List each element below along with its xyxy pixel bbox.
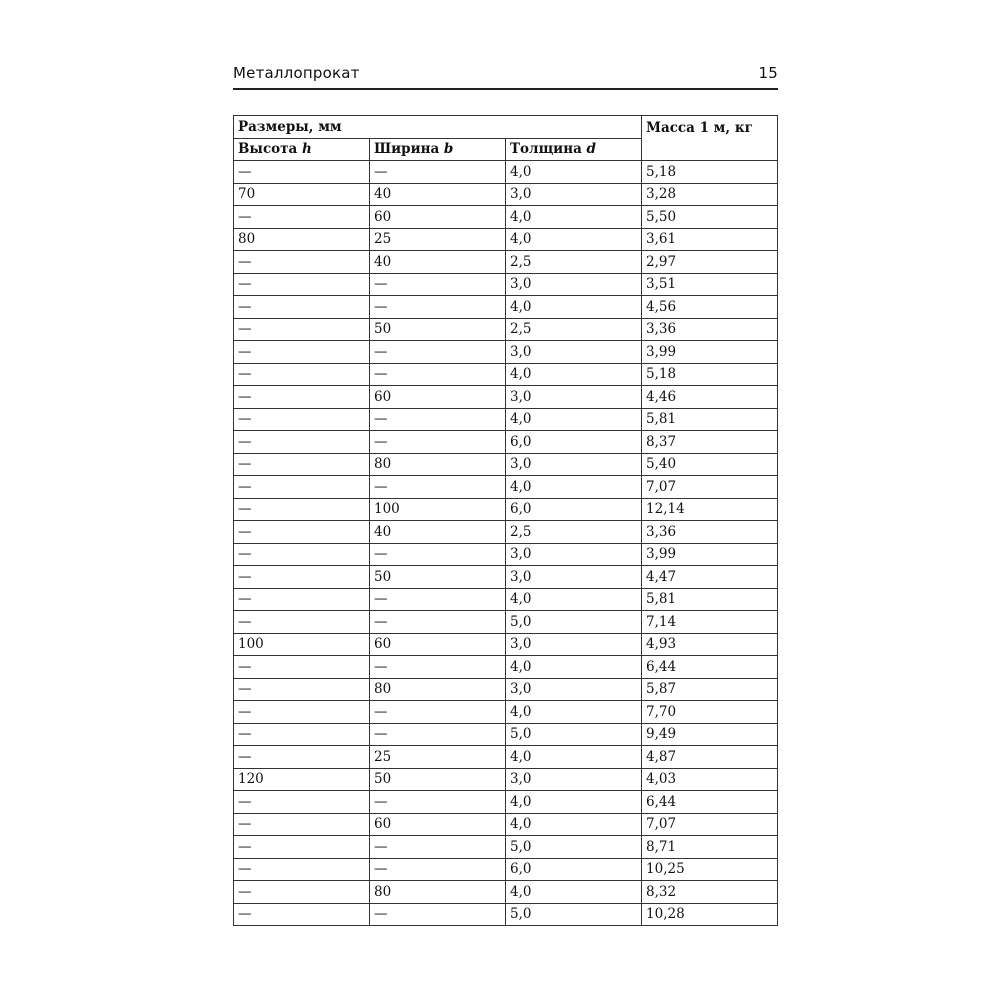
table-row <box>234 588 778 611</box>
cell-height: — <box>234 723 370 746</box>
table-row <box>234 701 778 724</box>
cell-width: 60 <box>370 206 506 229</box>
cell-mass: 3,61 <box>642 228 778 251</box>
cell-height: — <box>234 836 370 859</box>
cell-mass: 4,56 <box>642 296 778 319</box>
header-thickness-var: d <box>586 141 596 158</box>
cell-thickness: 4,0 <box>506 746 642 769</box>
cell-thickness: 3,0 <box>506 678 642 701</box>
cell-width: 50 <box>370 318 506 341</box>
cell-mass: 7,07 <box>642 813 778 836</box>
cell-mass: 6,44 <box>642 656 778 679</box>
cell-height: — <box>234 881 370 904</box>
cell-thickness: 3,0 <box>506 273 642 296</box>
cell-height: — <box>234 318 370 341</box>
cell-width: — <box>370 588 506 611</box>
cell-thickness: 3,0 <box>506 453 642 476</box>
cell-thickness: 4,0 <box>506 656 642 679</box>
cell-mass: 8,32 <box>642 881 778 904</box>
cell-mass: 5,81 <box>642 588 778 611</box>
cell-mass: 4,93 <box>642 633 778 656</box>
table-row <box>234 746 778 769</box>
cell-thickness: 4,0 <box>506 791 642 814</box>
cell-width: — <box>370 611 506 634</box>
cell-width: — <box>370 161 506 184</box>
cell-mass: 3,99 <box>642 543 778 566</box>
cell-width: 80 <box>370 678 506 701</box>
cell-width: 50 <box>370 566 506 589</box>
cell-thickness: 4,0 <box>506 228 642 251</box>
cell-width: 40 <box>370 521 506 544</box>
cell-mass: 8,71 <box>642 836 778 859</box>
cell-width: — <box>370 408 506 431</box>
table-row <box>234 881 778 904</box>
cell-thickness: 4,0 <box>506 408 642 431</box>
table-row <box>234 386 778 409</box>
table-row <box>234 341 778 364</box>
cell-height: — <box>234 408 370 431</box>
cell-height: — <box>234 903 370 926</box>
header-thickness-label: Толщина <box>510 141 587 158</box>
cell-mass: 5,50 <box>642 206 778 229</box>
cell-mass: 8,37 <box>642 431 778 454</box>
cell-thickness: 4,0 <box>506 206 642 229</box>
cell-thickness: 2,5 <box>506 318 642 341</box>
cell-mass: 2,97 <box>642 251 778 274</box>
cell-mass: 5,18 <box>642 161 778 184</box>
cell-width: — <box>370 476 506 499</box>
cell-mass: 6,44 <box>642 791 778 814</box>
table-row <box>234 498 778 521</box>
cell-height: — <box>234 386 370 409</box>
cell-height: — <box>234 746 370 769</box>
cell-mass: 5,40 <box>642 453 778 476</box>
cell-height: — <box>234 296 370 319</box>
cell-width: — <box>370 273 506 296</box>
table-row <box>234 633 778 656</box>
table-row <box>234 768 778 791</box>
cell-height: 120 <box>234 768 370 791</box>
cell-thickness: 6,0 <box>506 431 642 454</box>
table-row <box>234 476 778 499</box>
cell-mass: 3,99 <box>642 341 778 364</box>
cell-width: 25 <box>370 228 506 251</box>
table-row <box>234 363 778 386</box>
cell-mass: 3,51 <box>642 273 778 296</box>
cell-width: 60 <box>370 633 506 656</box>
header-row-group <box>234 116 778 139</box>
cell-thickness: 4,0 <box>506 161 642 184</box>
cell-width: — <box>370 836 506 859</box>
cell-height: — <box>234 206 370 229</box>
cell-height: — <box>234 453 370 476</box>
cell-mass: 3,28 <box>642 183 778 206</box>
cell-width: — <box>370 858 506 881</box>
table-row <box>234 273 778 296</box>
cell-width: 80 <box>370 881 506 904</box>
table-row <box>234 543 778 566</box>
cell-width: — <box>370 296 506 319</box>
cell-mass: 4,47 <box>642 566 778 589</box>
cell-thickness: 2,5 <box>506 521 642 544</box>
cell-height: 100 <box>234 633 370 656</box>
header-mass: Масса 1 м, кг <box>642 116 778 161</box>
cell-thickness: 3,0 <box>506 341 642 364</box>
page-number: 15 <box>758 64 778 82</box>
cell-height: — <box>234 521 370 544</box>
table-row <box>234 408 778 431</box>
cell-mass: 4,03 <box>642 768 778 791</box>
cell-height: — <box>234 161 370 184</box>
table-header <box>234 116 778 161</box>
table-row <box>234 836 778 859</box>
cell-mass: 7,07 <box>642 476 778 499</box>
cell-mass: 10,28 <box>642 903 778 926</box>
running-head <box>233 62 778 90</box>
cell-width: 50 <box>370 768 506 791</box>
cell-thickness: 4,0 <box>506 588 642 611</box>
cell-width: — <box>370 431 506 454</box>
cell-width: 40 <box>370 183 506 206</box>
cell-thickness: 5,0 <box>506 723 642 746</box>
cell-width: — <box>370 903 506 926</box>
cell-height: — <box>234 701 370 724</box>
header-width-var: b <box>443 141 454 158</box>
table-row <box>234 858 778 881</box>
cell-height: — <box>234 431 370 454</box>
table-row <box>234 161 778 184</box>
cell-width: — <box>370 656 506 679</box>
cell-mass: 5,87 <box>642 678 778 701</box>
table-row <box>234 206 778 229</box>
table-row <box>234 318 778 341</box>
cell-width: — <box>370 363 506 386</box>
header-thickness <box>506 138 642 161</box>
cell-width: — <box>370 341 506 364</box>
header-height-var: h <box>301 141 312 158</box>
cell-height: — <box>234 813 370 836</box>
cell-thickness: 3,0 <box>506 768 642 791</box>
cell-thickness: 4,0 <box>506 813 642 836</box>
table-body <box>234 161 778 926</box>
cell-mass: 3,36 <box>642 318 778 341</box>
cell-height: — <box>234 273 370 296</box>
cell-width: 60 <box>370 386 506 409</box>
header-width-label: Ширина <box>374 141 444 158</box>
cell-thickness: 3,0 <box>506 386 642 409</box>
cell-width: 80 <box>370 453 506 476</box>
cell-mass: 9,49 <box>642 723 778 746</box>
table-row <box>234 611 778 634</box>
table-row <box>234 678 778 701</box>
cell-height: — <box>234 678 370 701</box>
header-height <box>234 138 370 161</box>
cell-mass: 5,81 <box>642 408 778 431</box>
cell-mass: 4,46 <box>642 386 778 409</box>
table-row <box>234 183 778 206</box>
cell-mass: 4,87 <box>642 746 778 769</box>
header-width <box>370 138 506 161</box>
cell-height: — <box>234 656 370 679</box>
cell-height: — <box>234 611 370 634</box>
table-row <box>234 813 778 836</box>
table-row <box>234 296 778 319</box>
cell-height: 70 <box>234 183 370 206</box>
cell-height: — <box>234 251 370 274</box>
cell-thickness: 2,5 <box>506 251 642 274</box>
cell-height: — <box>234 791 370 814</box>
cell-height: — <box>234 566 370 589</box>
cell-width: 25 <box>370 746 506 769</box>
cell-thickness: 4,0 <box>506 296 642 319</box>
table-row <box>234 656 778 679</box>
cell-thickness: 5,0 <box>506 611 642 634</box>
cell-thickness: 5,0 <box>506 836 642 859</box>
cell-width: — <box>370 701 506 724</box>
cell-height: — <box>234 476 370 499</box>
cell-width: — <box>370 543 506 566</box>
cell-thickness: 4,0 <box>506 881 642 904</box>
header-dimensions-group: Размеры, мм <box>234 116 642 139</box>
cell-height: — <box>234 363 370 386</box>
profile-table <box>233 115 778 926</box>
cell-thickness: 3,0 <box>506 183 642 206</box>
table-row <box>234 521 778 544</box>
cell-height: 80 <box>234 228 370 251</box>
cell-thickness: 5,0 <box>506 903 642 926</box>
table-row <box>234 228 778 251</box>
cell-height: — <box>234 341 370 364</box>
table-row <box>234 723 778 746</box>
cell-width: 60 <box>370 813 506 836</box>
table-row <box>234 251 778 274</box>
cell-thickness: 3,0 <box>506 543 642 566</box>
cell-thickness: 3,0 <box>506 566 642 589</box>
cell-mass: 5,18 <box>642 363 778 386</box>
cell-height: — <box>234 543 370 566</box>
running-head-title: Металлопрокат <box>233 64 360 82</box>
table-row <box>234 903 778 926</box>
cell-thickness: 4,0 <box>506 701 642 724</box>
header-height-label: Высота <box>238 141 302 158</box>
cell-height: — <box>234 588 370 611</box>
table-row <box>234 791 778 814</box>
cell-mass: 12,14 <box>642 498 778 521</box>
cell-width: — <box>370 791 506 814</box>
cell-thickness: 4,0 <box>506 363 642 386</box>
cell-width: 40 <box>370 251 506 274</box>
cell-mass: 7,70 <box>642 701 778 724</box>
cell-width: 100 <box>370 498 506 521</box>
cell-mass: 3,36 <box>642 521 778 544</box>
cell-thickness: 6,0 <box>506 498 642 521</box>
table-row <box>234 453 778 476</box>
cell-height: — <box>234 858 370 881</box>
table-row <box>234 431 778 454</box>
cell-width: — <box>370 723 506 746</box>
table-row <box>234 566 778 589</box>
cell-thickness: 4,0 <box>506 476 642 499</box>
cell-mass: 10,25 <box>642 858 778 881</box>
cell-mass: 7,14 <box>642 611 778 634</box>
cell-thickness: 6,0 <box>506 858 642 881</box>
cell-height: — <box>234 498 370 521</box>
cell-thickness: 3,0 <box>506 633 642 656</box>
